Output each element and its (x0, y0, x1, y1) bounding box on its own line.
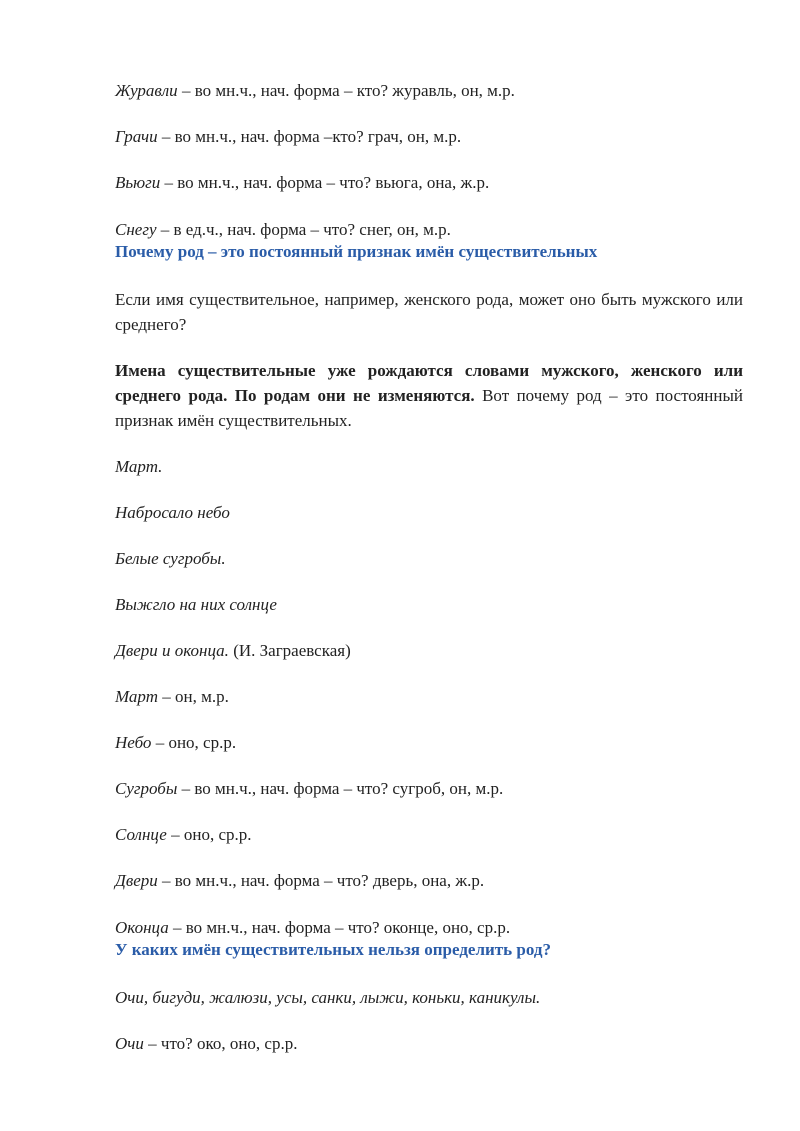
section-heading: Почему род – это постоянный признак имён существительных (115, 242, 598, 261)
entry-description: – оно, ср.р. (151, 733, 237, 752)
entry-description: – во мн.ч., нач. форма – кто? журавль, он, м.р. (177, 81, 515, 100)
poem-line (115, 454, 743, 479)
word-entry (115, 219, 743, 241)
poem-author: (И. Заграевская) (228, 641, 351, 660)
entry-description: – он, м.р. (157, 687, 229, 706)
word-entry (115, 1031, 743, 1056)
entry-word: Грачи (115, 127, 158, 146)
rule-paragraph (115, 358, 743, 433)
word-entry (115, 78, 743, 103)
entry-description: – во мн.ч., нач. форма – что? вьюга, она, ж.р. (160, 173, 490, 192)
poem-line (115, 500, 743, 525)
poem-line-text: Набросало небо (115, 503, 230, 522)
word-entry (115, 868, 743, 893)
word-entry (115, 684, 743, 709)
entry-word: Снегу (115, 220, 157, 239)
poem-line-text: Выжгло на них солнце (115, 595, 277, 614)
word-entry (115, 917, 743, 939)
word-entry (115, 170, 743, 195)
entry-description: – во мн.ч., нач. форма – что? сугроб, он, м.р. (177, 779, 504, 798)
word-entry (115, 730, 743, 755)
word-entry (115, 124, 743, 149)
entry-word: Сугробы (115, 779, 178, 798)
entry-word: Вьюги (115, 173, 161, 192)
section-heading: У каких имён существительных нельзя определить род? (115, 940, 551, 959)
entry-word: Солнце (115, 825, 167, 844)
word-entry (115, 822, 743, 847)
words-list-text: Очи, бигуди, жалюзи, усы, санки, лыжи, коньки, каникулы. (115, 988, 541, 1007)
poem-line-text: Белые сугробы. (115, 549, 226, 568)
entry-word: Журавли (115, 81, 178, 100)
entry-word: Март (115, 687, 158, 706)
document-page (115, 78, 743, 1056)
entry-word: Небо (115, 733, 152, 752)
poem-line-text: Двери и оконца. (115, 641, 229, 660)
entry-description: – в ед.ч., нач. форма – что? снег, он, м.р. (156, 220, 451, 239)
rule-bold-text: Имена существительные уже рождаются словами мужского, женского или среднего рода. По родам они не изменяются. (115, 361, 743, 405)
poem-line (115, 546, 743, 571)
entry-word: Оконца (115, 918, 169, 937)
entry-description: – во мн.ч., нач. форма –кто? грач, он, м.р. (157, 127, 462, 146)
entry-description: – оно, ср.р. (166, 825, 252, 844)
rule-text: Вот почему род – это постоянный признак имён существительных. (115, 386, 743, 430)
words-list (115, 985, 743, 1010)
entry-description: – во мн.ч., нач. форма – что? оконце, оно, ср.р. (168, 918, 511, 937)
entry-word: Очи (115, 1034, 144, 1053)
question-paragraph: Если имя существительное, например, женского рода, может оно быть мужского или среднего? (115, 290, 743, 334)
poem-line (115, 638, 743, 663)
poem-line-text: Март. (115, 457, 163, 476)
entry-description: – что? око, оно, ср.р. (143, 1034, 298, 1053)
word-entry (115, 776, 743, 801)
entry-description: – во мн.ч., нач. форма – что? дверь, она, ж.р. (157, 871, 485, 890)
entry-word: Двери (115, 871, 158, 890)
poem-line (115, 592, 743, 617)
